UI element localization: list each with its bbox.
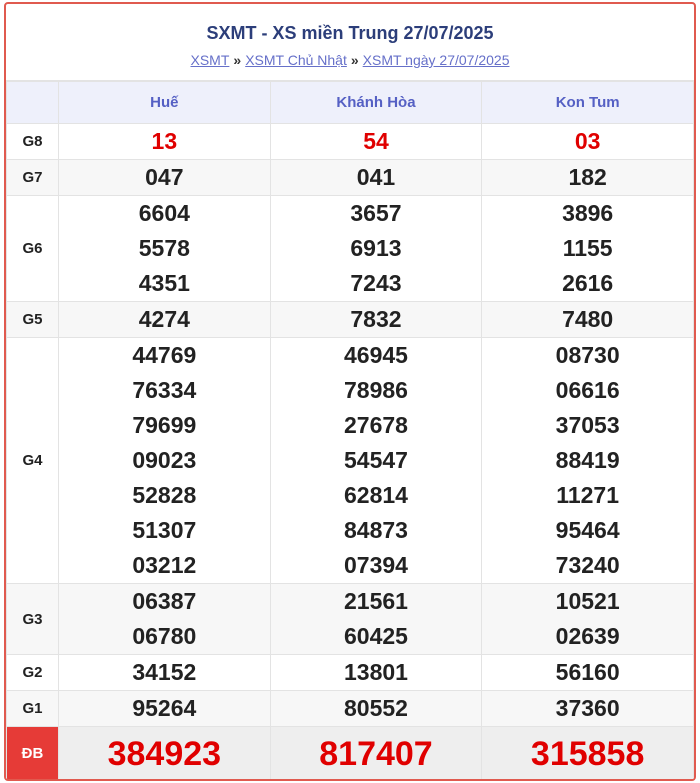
prize-row: [7, 727, 694, 781]
province-header[interactable]: Huế: [59, 82, 271, 124]
prize-row: [7, 160, 694, 196]
prize-cell: [482, 160, 694, 196]
prize-cell: [59, 655, 271, 691]
prize-number: 07394: [344, 552, 408, 578]
prize-cell: [59, 584, 271, 655]
prize-label: ĐB: [7, 727, 59, 781]
prize-cell: [482, 727, 694, 781]
prize-cell: [59, 196, 271, 302]
prize-number: 79699: [132, 412, 197, 438]
results-table: [6, 81, 694, 781]
prize-number: 37360: [555, 695, 620, 721]
prize-label: G1: [7, 691, 59, 727]
prize-cell: [482, 124, 694, 160]
prize-number: 6913: [350, 235, 402, 261]
prize-number: 06780: [132, 623, 197, 649]
prize-cell: [59, 160, 271, 196]
prize-number: 62814: [344, 482, 408, 508]
prize-row: [7, 302, 694, 338]
table-header-row: [7, 82, 694, 124]
prize-cell: [59, 691, 271, 727]
prize-number: 03: [574, 128, 601, 154]
prize-label: G8: [7, 124, 59, 160]
prize-cell: [482, 196, 694, 302]
prize-number: 52828: [132, 482, 197, 508]
prize-cell: [59, 727, 271, 781]
prize-number: 10521: [555, 588, 620, 614]
prize-number: 54: [363, 128, 389, 154]
prize-label: G7: [7, 160, 59, 196]
breadcrumb-separator: »: [233, 52, 242, 68]
prize-label: G4: [7, 338, 59, 584]
prize-number: 95464: [555, 517, 620, 543]
prize-cell: [270, 655, 482, 691]
prize-label: G3: [7, 584, 59, 655]
page-title: SXMT - XS miền Trung 27/07/2025: [206, 23, 494, 43]
prize-number: 02639: [555, 623, 620, 649]
prize-number: 95264: [132, 695, 197, 721]
prize-rows: [7, 124, 694, 781]
prize-number: 51307: [132, 517, 197, 543]
prize-number: 09023: [132, 447, 197, 473]
breadcrumb-link-sunday[interactable]: XSMT Chủ Nhật: [245, 52, 347, 68]
prize-number: 34152: [132, 659, 197, 685]
province-header[interactable]: Khánh Hòa: [270, 82, 482, 124]
province-header[interactable]: Kon Tum: [482, 82, 694, 124]
prize-number: 182: [568, 164, 607, 190]
prize-cell: [482, 691, 694, 727]
prize-number: 27678: [344, 412, 408, 438]
prize-cell: [270, 691, 482, 727]
results-header: [6, 4, 694, 81]
prize-cell: [270, 727, 482, 781]
prize-cell: [270, 160, 482, 196]
prize-number: 80552: [344, 695, 408, 721]
prize-number: 817407: [319, 734, 433, 773]
prize-number: 54547: [344, 447, 408, 473]
prize-number: 5578: [138, 235, 190, 261]
prize-label: G2: [7, 655, 59, 691]
prize-number: 06387: [132, 588, 197, 614]
breadcrumb-link-xsmt[interactable]: XSMT: [190, 52, 230, 68]
prize-row: [7, 584, 694, 655]
prize-number: 3657: [350, 200, 402, 226]
prize-cell: [270, 196, 482, 302]
prize-cell: [270, 584, 482, 655]
prize-cell: [59, 302, 271, 338]
prize-number: 384923: [107, 734, 222, 773]
prize-cell: [482, 302, 694, 338]
prize-number: 6604: [138, 200, 190, 226]
prize-cell: [482, 655, 694, 691]
prize-number: 37053: [555, 412, 620, 438]
prize-number: 315858: [530, 734, 645, 773]
prize-number: 3896: [562, 200, 614, 226]
prize-number: 06616: [555, 377, 620, 403]
prize-number: 1155: [562, 235, 613, 261]
prize-number: 44769: [132, 342, 197, 368]
prize-cell: [270, 124, 482, 160]
prize-label: G6: [7, 196, 59, 302]
prize-number: 78986: [344, 377, 408, 403]
prize-number: 76334: [132, 377, 197, 403]
prize-number: 46945: [344, 342, 408, 368]
prize-cell: [482, 584, 694, 655]
prize-row: [7, 124, 694, 160]
prize-cell: [270, 302, 482, 338]
prize-number: 03212: [132, 552, 197, 578]
prize-row: [7, 655, 694, 691]
header-corner-cell: [7, 82, 59, 124]
prize-number: 047: [145, 164, 184, 190]
prize-row: [7, 691, 694, 727]
prize-number: 60425: [344, 623, 408, 649]
breadcrumb-separator: »: [350, 52, 359, 68]
prize-cell: [270, 338, 482, 584]
prize-number: 11271: [556, 482, 619, 508]
prize-row: [7, 196, 694, 302]
breadcrumb-link-date[interactable]: XSMT ngày 27/07/2025: [362, 52, 510, 68]
prize-number: 7832: [350, 306, 402, 332]
results-panel: [4, 2, 696, 781]
prize-cell: [59, 124, 271, 160]
prize-number: 13801: [344, 659, 408, 685]
prize-number: 56160: [555, 659, 620, 685]
prize-cell: [482, 338, 694, 584]
prize-number: 73240: [555, 552, 620, 578]
prize-number: 4274: [138, 306, 190, 332]
prize-number: 4351: [138, 270, 190, 296]
prize-number: 041: [356, 164, 396, 190]
prize-number: 13: [151, 128, 178, 154]
prize-number: 88419: [555, 447, 620, 473]
prize-number: 7243: [350, 270, 402, 296]
prize-number: 7480: [562, 306, 614, 332]
prize-cell: [59, 338, 271, 584]
prize-number: 84873: [344, 517, 408, 543]
breadcrumb: [6, 50, 694, 70]
prize-number: 08730: [555, 342, 620, 368]
prize-row: [7, 338, 694, 584]
prize-label: G5: [7, 302, 59, 338]
prize-number: 2616: [562, 270, 614, 296]
prize-number: 21561: [344, 588, 408, 614]
